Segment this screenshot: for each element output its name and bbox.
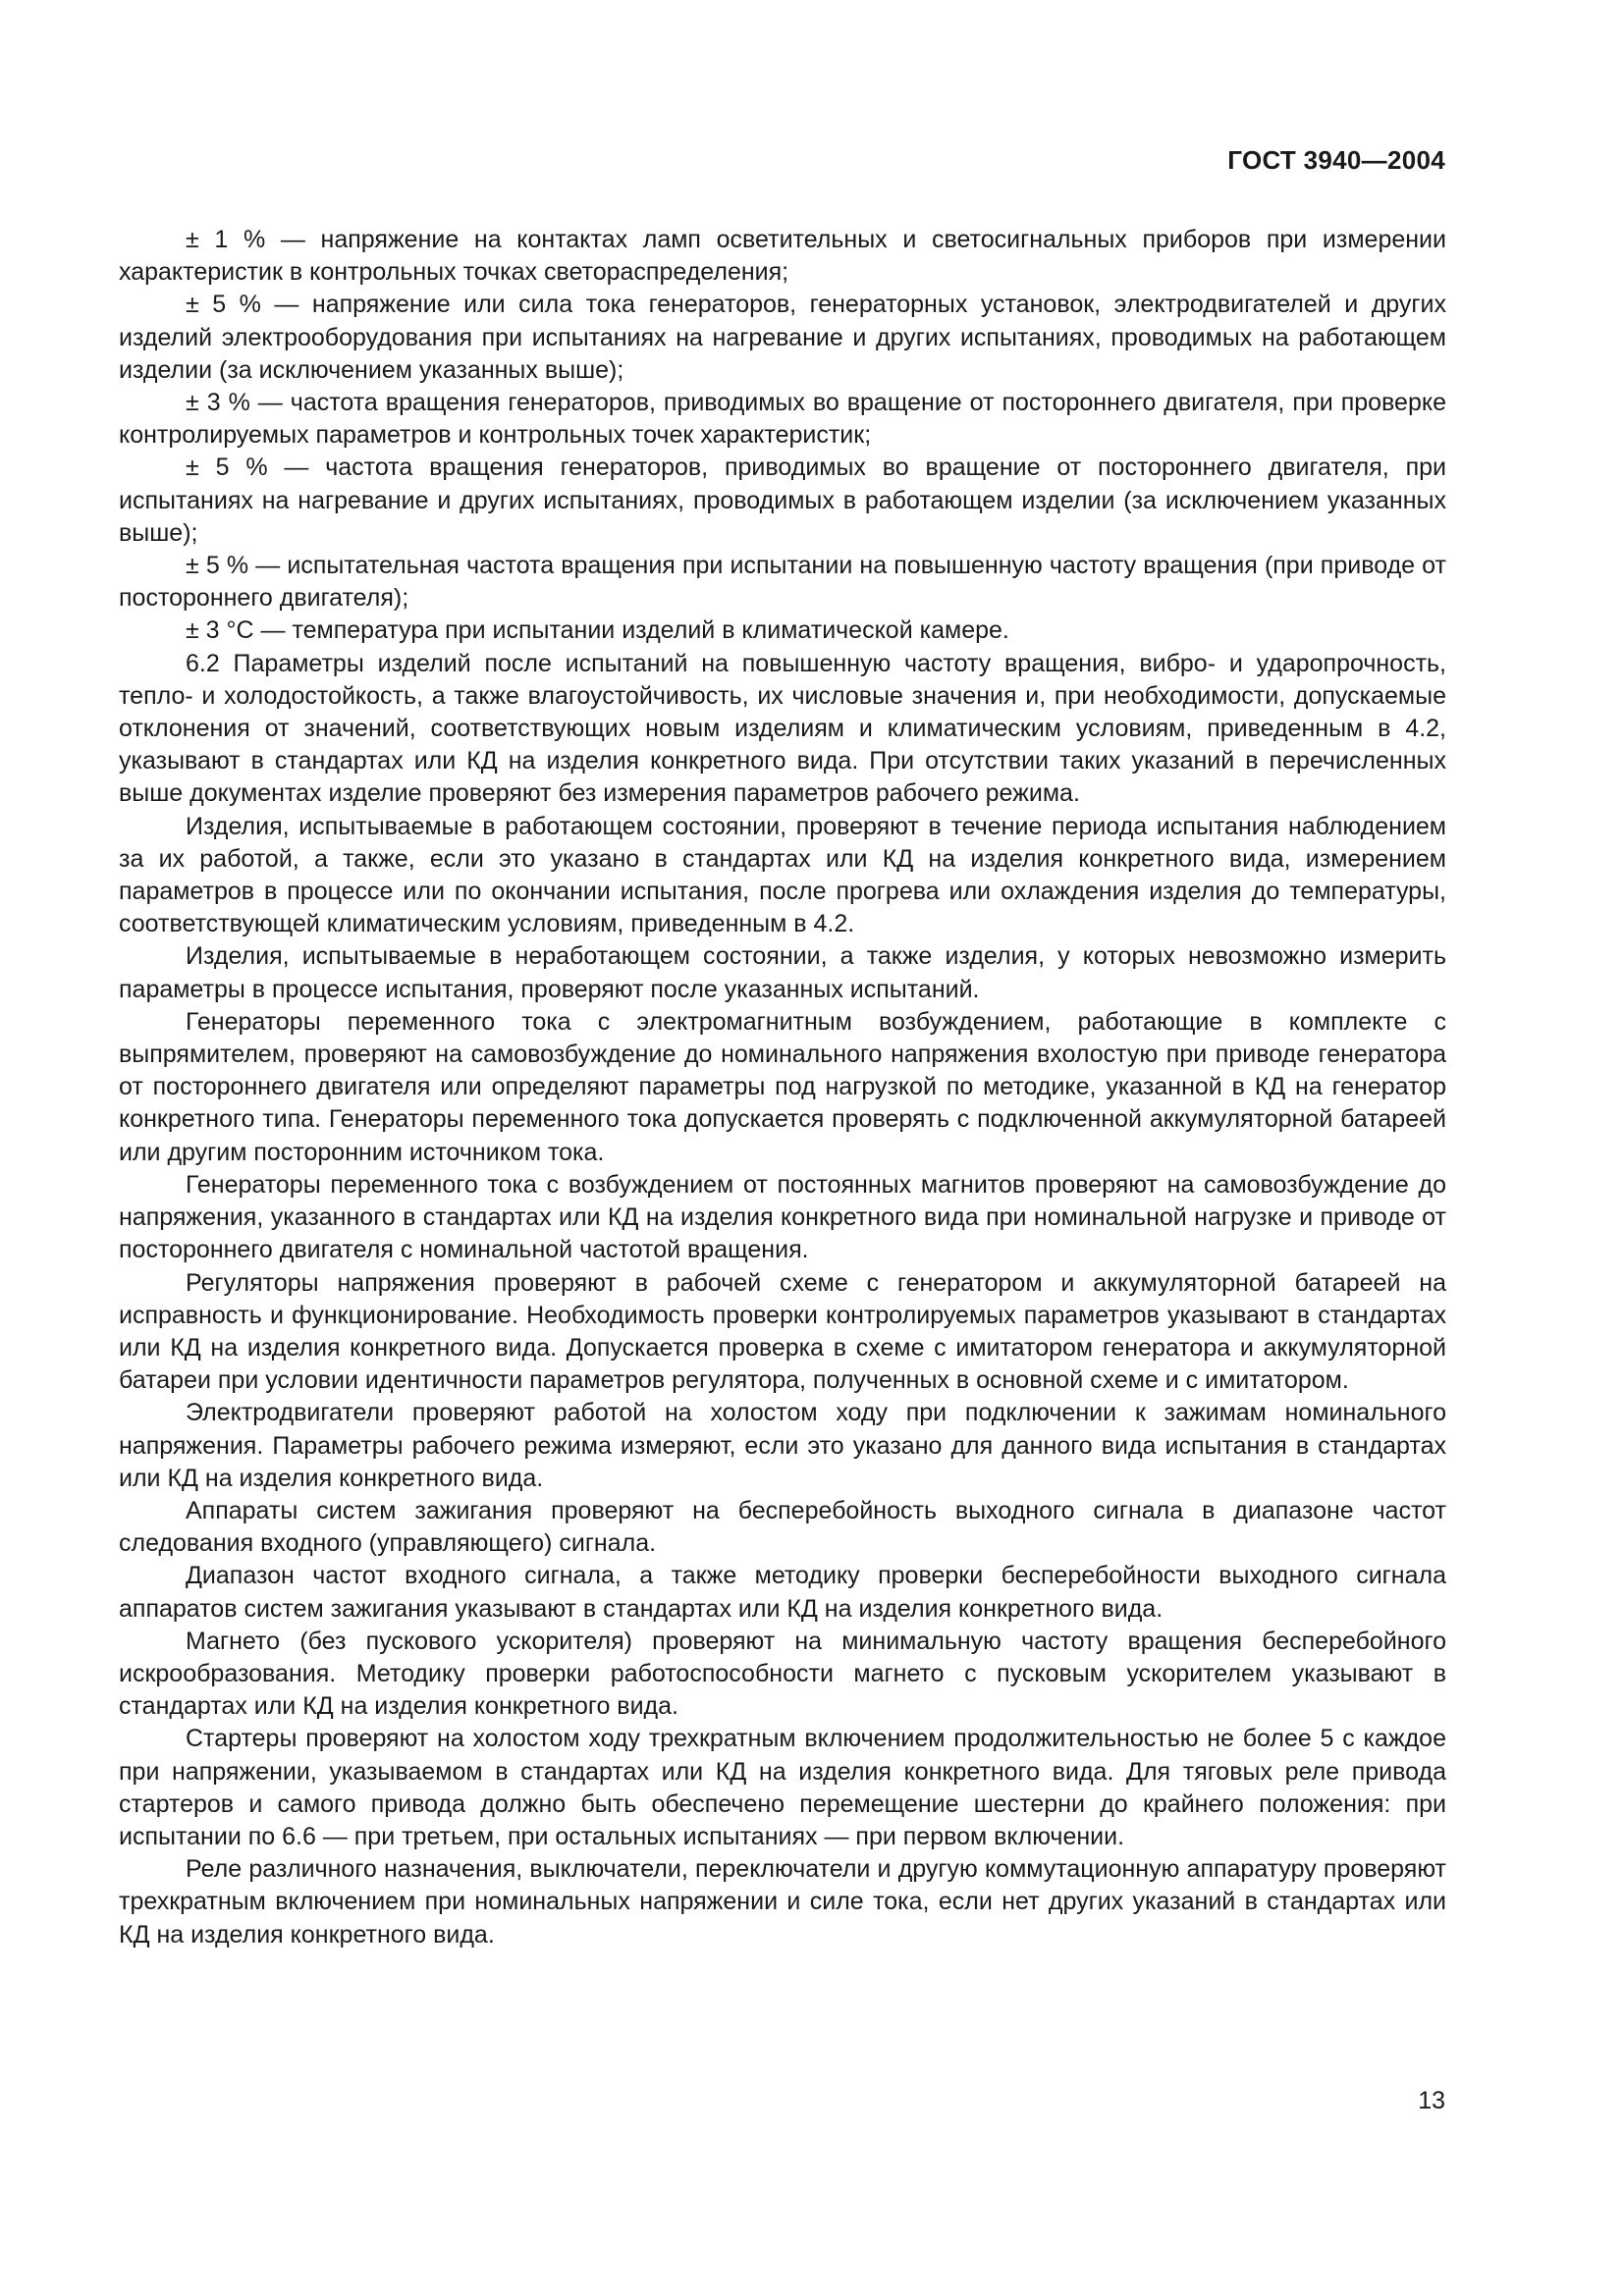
paragraph: Реле различного назначения, выключатели, переключатели и другую коммутационную аппаратуру проверяют трехкратным включением при номинальных напряжении и силе тока, если нет других указаний в стандартах или КД на изделия конкретного вида. bbox=[119, 1855, 1446, 1949]
paragraph: ± 5 % — напряжение или сила тока генераторов, генераторных установок, электродвигателей и других изделий электрооборудования при испытаниях на нагревание и других испытаниях, проводимых на работающем изделии (за исключением указанных выше); bbox=[119, 291, 1446, 384]
paragraph: Регуляторы напряжения проверяют в рабочей схеме с генератором и аккумуляторной батареей на исправность и функционирование. Необходимость проверки контролируемых параметров указывают в стандартах или КД на изделия конкретного вида. Допускается проверка в схеме с имитатором генератора и аккумуляторной батареи при условии идентичности параметров регулятора, полученных в основной схеме и с имитатором. bbox=[119, 1268, 1446, 1395]
paragraph: 6.2 Параметры изделий после испытаний на повышенную частоту вращения, вибро- и ударопрочность, тепло- и холодостойкость, а также влагоустойчивость, их числовые значения и, при необходимости, допускаемые отклонения от значений, соответствующих новым изделиям и климатическим условиям, приведенным в 4.2, указывают в стандартах или КД на изделия конкретного вида. При отсутствии таких указаний в перечисленных выше документах изделие проверяют без измерения параметров рабочего режима. bbox=[119, 649, 1446, 808]
paragraph: Магнето (без пускового ускорителя) проверяют на минимальную частоту вращения бесперебойного искрообразования. Методику проверки работоспособности магнето с пусковым ускорителем указывают в стандартах или КД на изделия конкретного вида. bbox=[119, 1627, 1446, 1721]
document-body bbox=[119, 224, 1446, 1951]
paragraph: ± 5 % — испытательная частота вращения при испытании на повышенную частоту вращения (при приводе от постороннего двигателя); bbox=[119, 552, 1446, 613]
document-header: ГОСТ 3940—2004 bbox=[1227, 145, 1445, 175]
paragraph: Стартеры проверяют на холостом ходу трехкратным включением продолжительностью не более 5 с каждое при напряжении, указываемом в стандартах или КД на изделия конкретного вида. Для тяговых реле привода стартеров и самого привода должно быть обеспечено перемещение шестерни до крайнего положения: при испытании по 6.6 — при третьем, при остальных испытаниях — при первом включении. bbox=[119, 1725, 1446, 1850]
page-number: 13 bbox=[1418, 2087, 1445, 2114]
paragraph: Генераторы переменного тока с электромагнитным возбуждением, работающие в комплекте с выпрямителем, проверяют на самовозбуждение до номинального напряжения вхолостую при приводе генератора от постороннего двигателя или определяют параметры под нагрузкой по методике, указанной в КД на генератор конкретного типа. Генераторы переменного тока допускается проверять с подключенной аккумуляторной батареей или другим посторонним источником тока. bbox=[119, 1007, 1446, 1166]
paragraph: ± 3 °С — температура при испытании изделий в климатической камере. bbox=[186, 616, 1009, 645]
paragraph: Электродвигатели проверяют работой на холостом ходу при подключении к зажимам номинального напряжения. Параметры рабочего режима измеряют, если это указано для данного вида испытания в стандартах или КД на изделия конкретного вида. bbox=[119, 1399, 1446, 1492]
paragraph: Аппараты систем зажигания проверяют на бесперебойность выходного сигнала в диапазоне частот следования входного (управляющего) сигнала. bbox=[119, 1496, 1446, 1558]
paragraph: Изделия, испытываемые в работающем состоянии, проверяют в течение периода испытания наблюдением за их работой, а также, если это указано в стандартах или КД на изделия конкретного вида, измерением параметров в процессе или по окончании испытания, после прогрева или охлаждения изделия до температуры, соответствующей климатическим условиям, приведенным в 4.2. bbox=[119, 812, 1446, 938]
paragraph: Диапазон частот входного сигнала, а также методику проверки бесперебойности выходного сигнала аппаратов систем зажигания указывают в стандартах или КД на изделия конкретного вида. bbox=[119, 1562, 1446, 1623]
paragraph: ± 5 % — частота вращения генераторов, приводимых во вращение от постороннего двигателя, при испытаниях на нагревание и других испытаниях, проводимых в работающем изделии (за исключением указанных выше); bbox=[119, 454, 1446, 547]
paragraph: ± 1 % — напряжение на контактах ламп осветительных и светосигнальных приборов при измерении характеристик в контрольных точках светораспределения; bbox=[119, 226, 1446, 287]
paragraph: Изделия, испытываемые в неработающем состоянии, а также изделия, у которых невозможно измерить параметры в процессе испытания, проверяют после указанных испытаний. bbox=[119, 942, 1446, 1003]
paragraph: Генераторы переменного тока с возбуждением от постоянных магнитов проверяют на самовозбуждение до напряжения, указанного в стандартах или КД на изделия конкретного вида при номинальной нагрузке и приводе от постороннего двигателя с номинальной частотой вращения. bbox=[119, 1170, 1446, 1264]
paragraph: ± 3 % — частота вращения генераторов, приводимых во вращение от постороннего двигателя, при проверке контролируемых параметров и контрольных точек характеристик; bbox=[119, 389, 1446, 450]
